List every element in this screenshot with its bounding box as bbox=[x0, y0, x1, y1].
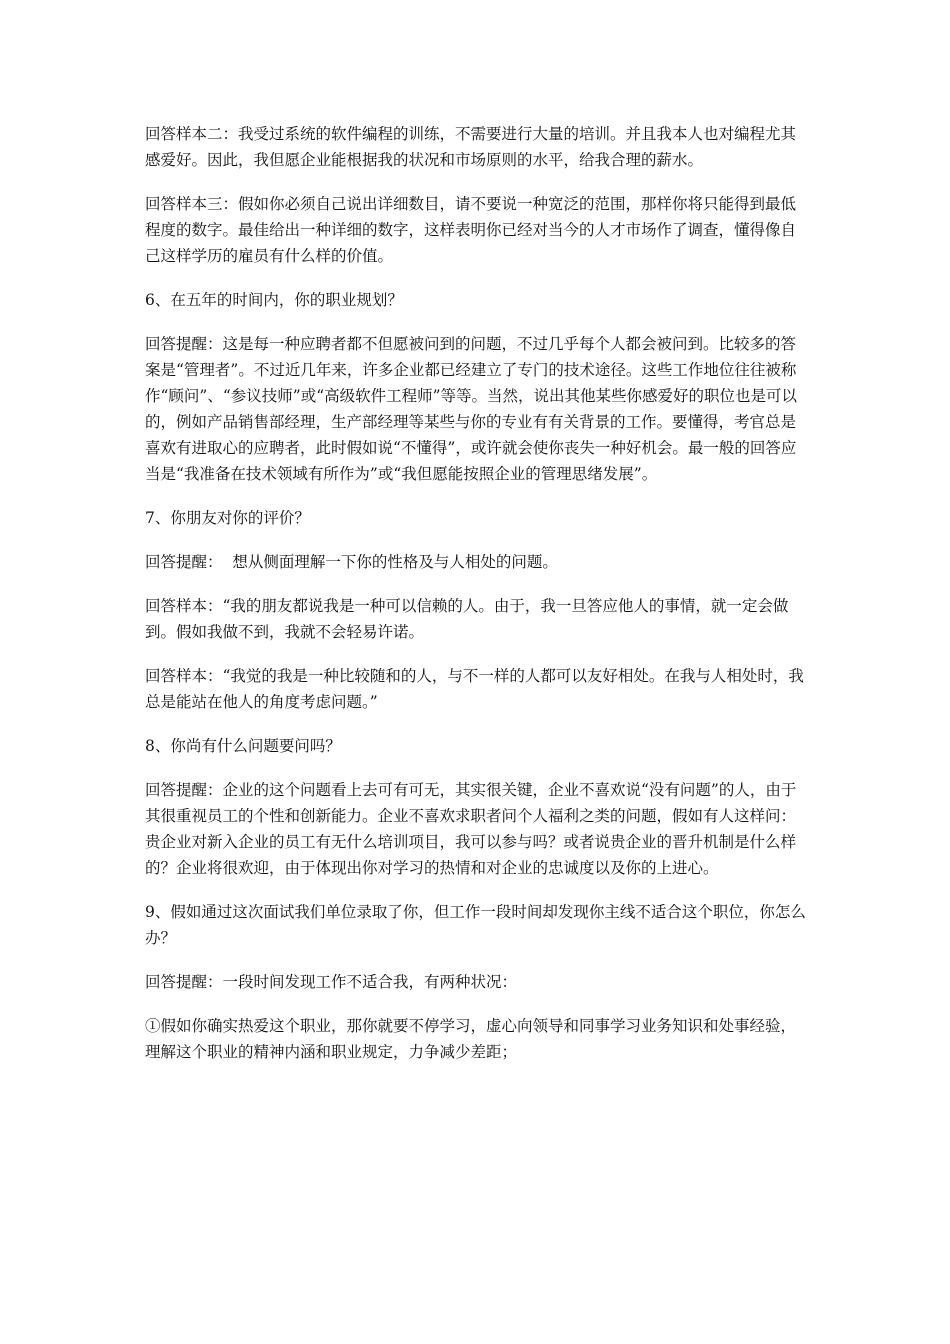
question-9-heading: 9、假如通过这次面试我们单位录取了你，但工作一段时间却发现你主线不适合这个职位，你怎么办？ bbox=[145, 903, 806, 947]
document-body bbox=[145, 121, 810, 1083]
question-7-heading: 7、你朋友对你的评价？ bbox=[145, 509, 310, 527]
paragraph-q9-point-1: ①假如你确实热爱这个职业，那你就要不停学习，虚心向领导和同事学习业务知识和处事经验，理解这个职业的精神内涵和职业规定，力争减少差距； bbox=[145, 1017, 797, 1061]
paragraph-q7-sample-2: 回答样本：“我觉的我是一种比较随和的人，与不一样的人都可以友好相处。在我与人相处时，我总是能站在他人的角度考虑问题。” bbox=[145, 667, 804, 711]
paragraph-answer-sample-2: 回答样本二：我受过系统的软件编程的训练，不需要进行大量的培训。并且我本人也对编程尤其感爱好。因此，我但愿企业能根据我的状况和市场原则的水平，给我合理的薪水。 bbox=[145, 125, 797, 169]
paragraph-q9-hint: 回答提醒：一段时间发现工作不适合我，有两种状况： bbox=[145, 973, 518, 991]
question-8-heading: 8、你尚有什么问题要问吗？ bbox=[145, 737, 341, 755]
paragraph-q7-sample-1: 回答样本：“我的朋友都说我是一种可以信赖的人。由于，我一旦答应他人的事情，就一定会做到。假如我做不到，我就不会轻易许诺。 bbox=[145, 597, 789, 641]
paragraph-q7-hint: 回答提醒： 想从侧面理解一下你的性格及与人相处的问题。 bbox=[145, 553, 558, 571]
paragraph-q6-hint: 回答提醒：这是每一种应聘者都不但愿被问到的问题，不过几乎每个人都会被问到。比较多的答案是“管理者”。不过近几年来，许多企业都已经建立了专门的技术途径。这些工作地位往往被称作“顾问”、“参议技师”或“高级软件工程师”等等。当然，说出其他某些你感爱好的职位也是可以的，例如产品销售部经理，生产部经理等某些与你的专业有有关背景的工作。要懂得，考官总是喜欢有进取心的应聘者，此时假如说“不懂得”，或许就会使你丧失一种好机会。最一般的回答应当是“我准备在技术领域有所作为”或“我但愿能按照企业的管理思绪发展”。 bbox=[145, 335, 798, 483]
paragraph-q8-hint: 回答提醒：企业的这个问题看上去可有可无，其实很关键，企业不喜欢说“没有问题”的人，由于其很重视员工的个性和创新能力。企业不喜欢求职者问个人福利之类的问题，假如有人这样问：贵企业对新入企业的员工有无什么培训项目，我可以参与吗？或者说贵企业的晋升机制是什么样的？企业将很欢迎，由于体现出你对学习的热情和对企业的忠诚度以及你的上进心。 bbox=[145, 781, 797, 877]
question-6-heading: 6、在五年的时间内，你的职业规划？ bbox=[145, 291, 403, 309]
paragraph-answer-sample-3: 回答样本三：假如你必须自己说出详细数目，请不要说一种宽泛的范围，那样你将只能得到最低程度的数字。最佳给出一种详细的数字，这样表明你已经对当今的人才市场作了调查，懂得像自己这样学历的雇员有什么样的价值。 bbox=[145, 195, 797, 265]
